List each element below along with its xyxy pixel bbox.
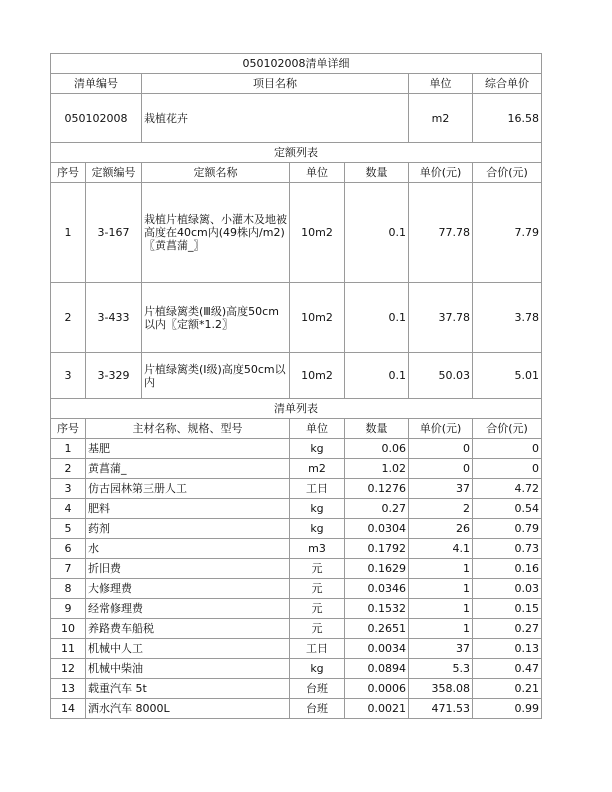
- material-row: [51, 539, 542, 559]
- material-row: [51, 479, 542, 499]
- cell-code: 3-329: [86, 353, 142, 399]
- column-header: 合价(元): [473, 163, 542, 183]
- cell-price: 4.1: [409, 539, 473, 559]
- column-header: 单位: [290, 163, 345, 183]
- cell-total: 0.16: [473, 559, 542, 579]
- cell-total: 0.99: [473, 699, 542, 719]
- cell-price: 5.3: [409, 659, 473, 679]
- cell-price: 0: [409, 439, 473, 459]
- cell-no: 1: [51, 439, 86, 459]
- cell-total: 0.27: [473, 619, 542, 639]
- material-row: [51, 459, 542, 479]
- quota-section-title: 定额列表: [51, 143, 542, 163]
- cell-total: 0.79: [473, 519, 542, 539]
- cell-no: 3: [51, 479, 86, 499]
- column-header: 单价(元): [409, 419, 473, 439]
- cell-qty: 0.1792: [345, 539, 409, 559]
- cell-total: 0.15: [473, 599, 542, 619]
- cell-total: 7.79: [473, 183, 542, 283]
- cell-unit: 10m2: [290, 183, 345, 283]
- cell-total: 5.01: [473, 353, 542, 399]
- table-title: 050102008清单详细: [51, 54, 542, 74]
- column-header: 主材名称、规格、型号: [86, 419, 290, 439]
- cell-unit: 元: [290, 579, 345, 599]
- cell-no: 1: [51, 183, 86, 283]
- cell-name: 机械中人工: [86, 639, 290, 659]
- cell-name: 黄菖蒲_: [86, 459, 290, 479]
- cell-total: 3.78: [473, 283, 542, 353]
- cell-name: 片植绿篱类(Ⅲ级)高度50cm以内〖定额*1.2〗: [142, 283, 290, 353]
- item-price: 16.58: [473, 94, 542, 143]
- item-name: 栽植花卉: [142, 94, 409, 143]
- cell-unit: kg: [290, 659, 345, 679]
- column-header: 定额编号: [86, 163, 142, 183]
- price-label: 综合单价: [473, 74, 542, 94]
- unit-label: 单位: [409, 74, 473, 94]
- material-row: [51, 499, 542, 519]
- cell-no: 10: [51, 619, 86, 639]
- cell-unit: 10m2: [290, 283, 345, 353]
- material-row: [51, 599, 542, 619]
- column-header: 定额名称: [142, 163, 290, 183]
- cell-qty: 0.0006: [345, 679, 409, 699]
- cell-unit: m3: [290, 539, 345, 559]
- name-label: 项目名称: [142, 74, 409, 94]
- cell-qty: 0.0304: [345, 519, 409, 539]
- cell-price: 37.78: [409, 283, 473, 353]
- material-header-row: [51, 419, 542, 439]
- material-row: [51, 679, 542, 699]
- cell-no: 3: [51, 353, 86, 399]
- cell-name: 肥料: [86, 499, 290, 519]
- cell-no: 9: [51, 599, 86, 619]
- cell-qty: 0.1276: [345, 479, 409, 499]
- cell-unit: 工日: [290, 639, 345, 659]
- cell-unit: 台班: [290, 699, 345, 719]
- cell-price: 37: [409, 639, 473, 659]
- cell-qty: 0.1: [345, 183, 409, 283]
- cell-total: 0.47: [473, 659, 542, 679]
- column-header: 序号: [51, 163, 86, 183]
- title-row: [51, 54, 542, 74]
- cell-qty: 0.06: [345, 439, 409, 459]
- material-row: [51, 699, 542, 719]
- cell-unit: 元: [290, 559, 345, 579]
- cell-price: 37: [409, 479, 473, 499]
- cell-qty: 0.27: [345, 499, 409, 519]
- cell-code: 3-433: [86, 283, 142, 353]
- cell-qty: 0.0346: [345, 579, 409, 599]
- column-header: 数量: [345, 163, 409, 183]
- cell-name: 载重汽车 5t: [86, 679, 290, 699]
- cell-unit: kg: [290, 519, 345, 539]
- detail-table: [50, 53, 542, 719]
- header-value-row: [51, 94, 542, 143]
- cell-price: 1: [409, 599, 473, 619]
- cell-no: 2: [51, 283, 86, 353]
- cell-unit: m2: [290, 459, 345, 479]
- cell-unit: 10m2: [290, 353, 345, 399]
- cell-price: 50.03: [409, 353, 473, 399]
- cell-no: 11: [51, 639, 86, 659]
- material-row: [51, 559, 542, 579]
- cell-total: 0.54: [473, 499, 542, 519]
- quota-row: [51, 283, 542, 353]
- cell-price: 471.53: [409, 699, 473, 719]
- cell-name: 养路费车船税: [86, 619, 290, 639]
- cell-no: 2: [51, 459, 86, 479]
- cell-unit: 工日: [290, 479, 345, 499]
- material-row: [51, 639, 542, 659]
- cell-total: 0: [473, 439, 542, 459]
- cell-name: 机械中柴油: [86, 659, 290, 679]
- quota-header-row: [51, 163, 542, 183]
- cell-qty: 0.1: [345, 353, 409, 399]
- cell-total: 0.13: [473, 639, 542, 659]
- cell-price: 2: [409, 499, 473, 519]
- item-unit: m2: [409, 94, 473, 143]
- column-header: 序号: [51, 419, 86, 439]
- cell-price: 0: [409, 459, 473, 479]
- cell-price: 26: [409, 519, 473, 539]
- cell-total: 0.73: [473, 539, 542, 559]
- material-row: [51, 439, 542, 459]
- cell-name: 基肥: [86, 439, 290, 459]
- cell-unit: 元: [290, 599, 345, 619]
- cell-qty: 0.1629: [345, 559, 409, 579]
- cell-name: 经常修理费: [86, 599, 290, 619]
- cell-name: 片植绿篱类(Ⅰ级)高度50cm以内: [142, 353, 290, 399]
- cell-total: 4.72: [473, 479, 542, 499]
- cell-price: 358.08: [409, 679, 473, 699]
- cell-no: 12: [51, 659, 86, 679]
- cell-total: 0: [473, 459, 542, 479]
- cell-name: 水: [86, 539, 290, 559]
- item-code: 050102008: [51, 94, 142, 143]
- cell-unit: kg: [290, 499, 345, 519]
- cell-name: 折旧费: [86, 559, 290, 579]
- quota-row: [51, 183, 542, 283]
- cell-qty: 0.0021: [345, 699, 409, 719]
- cell-price: 1: [409, 619, 473, 639]
- column-header: 合价(元): [473, 419, 542, 439]
- cell-no: 4: [51, 499, 86, 519]
- column-header: 数量: [345, 419, 409, 439]
- code-label: 清单编号: [51, 74, 142, 94]
- material-section-title-row: [51, 399, 542, 419]
- cell-unit: 元: [290, 619, 345, 639]
- quota-section-title-row: [51, 143, 542, 163]
- cell-no: 8: [51, 579, 86, 599]
- cell-qty: 0.0034: [345, 639, 409, 659]
- cell-price: 1: [409, 559, 473, 579]
- cell-name: 栽植片植绿篱、小灌木及地被高度在40cm内(49株内/m2)〖黄菖蒲_〗: [142, 183, 290, 283]
- cell-price: 77.78: [409, 183, 473, 283]
- quota-row: [51, 353, 542, 399]
- material-rows: [51, 439, 542, 719]
- cell-name: 大修理费: [86, 579, 290, 599]
- cell-name: 药剂: [86, 519, 290, 539]
- cell-no: 5: [51, 519, 86, 539]
- cell-qty: 0.1532: [345, 599, 409, 619]
- cell-name: 洒水汽车 8000L: [86, 699, 290, 719]
- cell-unit: 台班: [290, 679, 345, 699]
- material-row: [51, 619, 542, 639]
- cell-name: 仿古园林第三册人工: [86, 479, 290, 499]
- cell-no: 13: [51, 679, 86, 699]
- column-header: 单价(元): [409, 163, 473, 183]
- cell-code: 3-167: [86, 183, 142, 283]
- column-header: 单位: [290, 419, 345, 439]
- material-section-title: 清单列表: [51, 399, 542, 419]
- cell-total: 0.21: [473, 679, 542, 699]
- cell-total: 0.03: [473, 579, 542, 599]
- material-row: [51, 519, 542, 539]
- cell-no: 14: [51, 699, 86, 719]
- cell-qty: 0.2651: [345, 619, 409, 639]
- cell-price: 1: [409, 579, 473, 599]
- material-row: [51, 659, 542, 679]
- header-label-row: [51, 74, 542, 94]
- material-row: [51, 579, 542, 599]
- cell-no: 7: [51, 559, 86, 579]
- cell-qty: 0.1: [345, 283, 409, 353]
- cell-qty: 0.0894: [345, 659, 409, 679]
- cell-unit: kg: [290, 439, 345, 459]
- cell-qty: 1.02: [345, 459, 409, 479]
- cell-no: 6: [51, 539, 86, 559]
